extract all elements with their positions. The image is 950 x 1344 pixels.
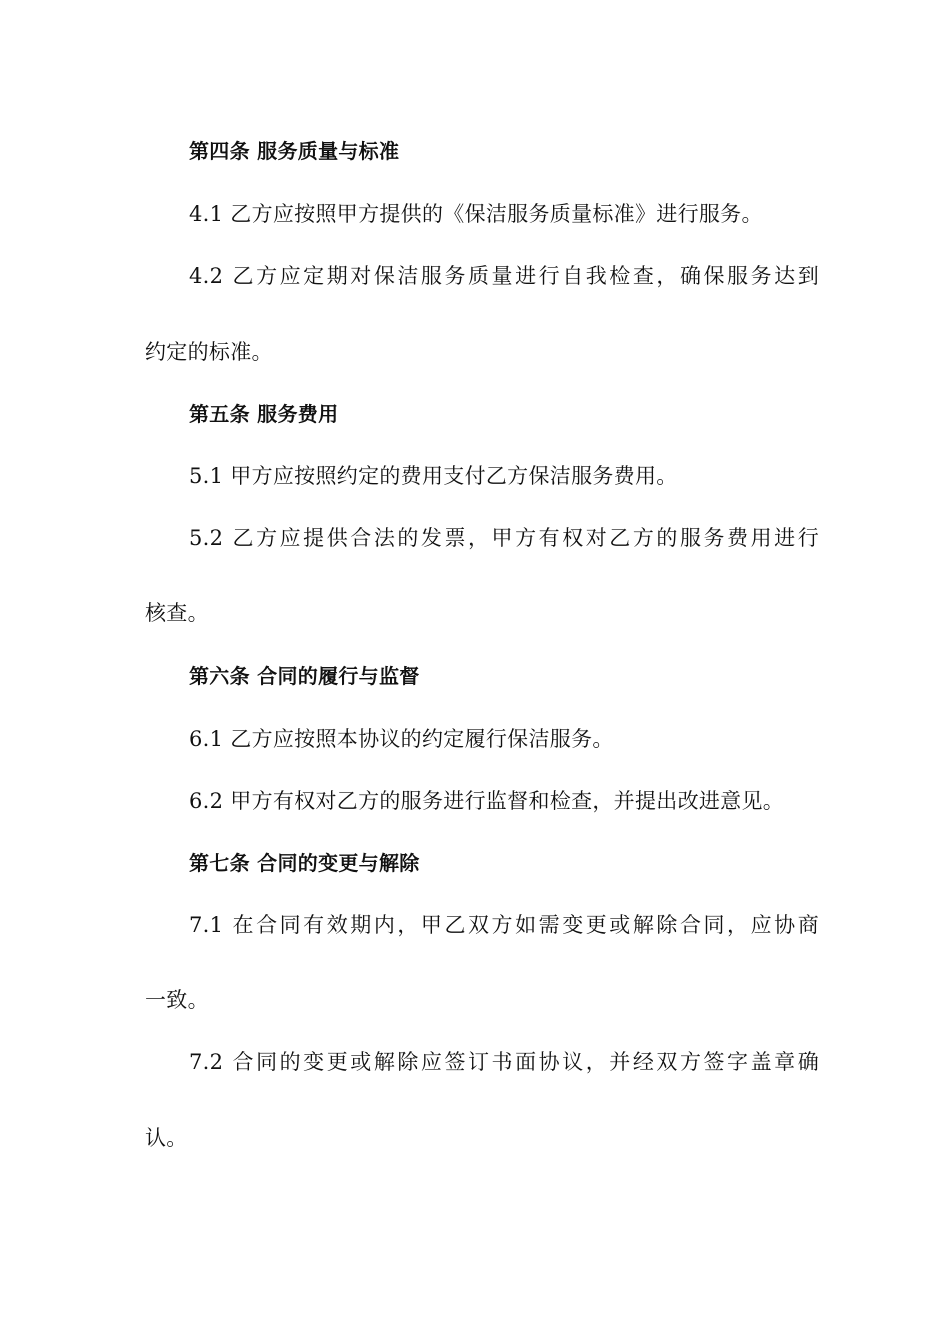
clause-text: 5.1 甲方应按照约定的费用支付乙方保洁服务费用。 — [189, 464, 678, 488]
clause-text-continuation: 认。 — [145, 1126, 188, 1150]
clause-text: 4.2 乙方应定期对保洁服务质量进行自我检查，确保服务达到 — [189, 264, 819, 288]
section-heading: 第五条 服务费用 — [189, 402, 339, 426]
clause-text: 7.1 在合同有效期内，甲乙双方如需变更或解除合同，应协商 — [189, 913, 819, 937]
clause-text: 6.1 乙方应按照本协议的约定履行保洁服务。 — [189, 727, 614, 751]
section-heading: 第四条 服务质量与标准 — [189, 139, 400, 163]
section-heading: 第七条 合同的变更与解除 — [189, 851, 420, 875]
section-heading: 第六条 合同的履行与监督 — [189, 664, 420, 688]
clause-text-continuation: 约定的标准。 — [145, 340, 273, 364]
clause-text: 6.2 甲方有权对乙方的服务进行监督和检查，并提出改进意见。 — [189, 789, 785, 813]
clause-text: 4.1 乙方应按照甲方提供的《保洁服务质量标准》进行服务。 — [189, 202, 763, 226]
clause-text: 7.2 合同的变更或解除应签订书面协议，并经双方签字盖章确 — [189, 1050, 819, 1074]
clause-text-continuation: 核查。 — [145, 601, 209, 625]
clause-text: 5.2 乙方应提供合法的发票，甲方有权对乙方的服务费用进行 — [189, 526, 819, 550]
clause-text-continuation: 一致。 — [145, 988, 209, 1012]
